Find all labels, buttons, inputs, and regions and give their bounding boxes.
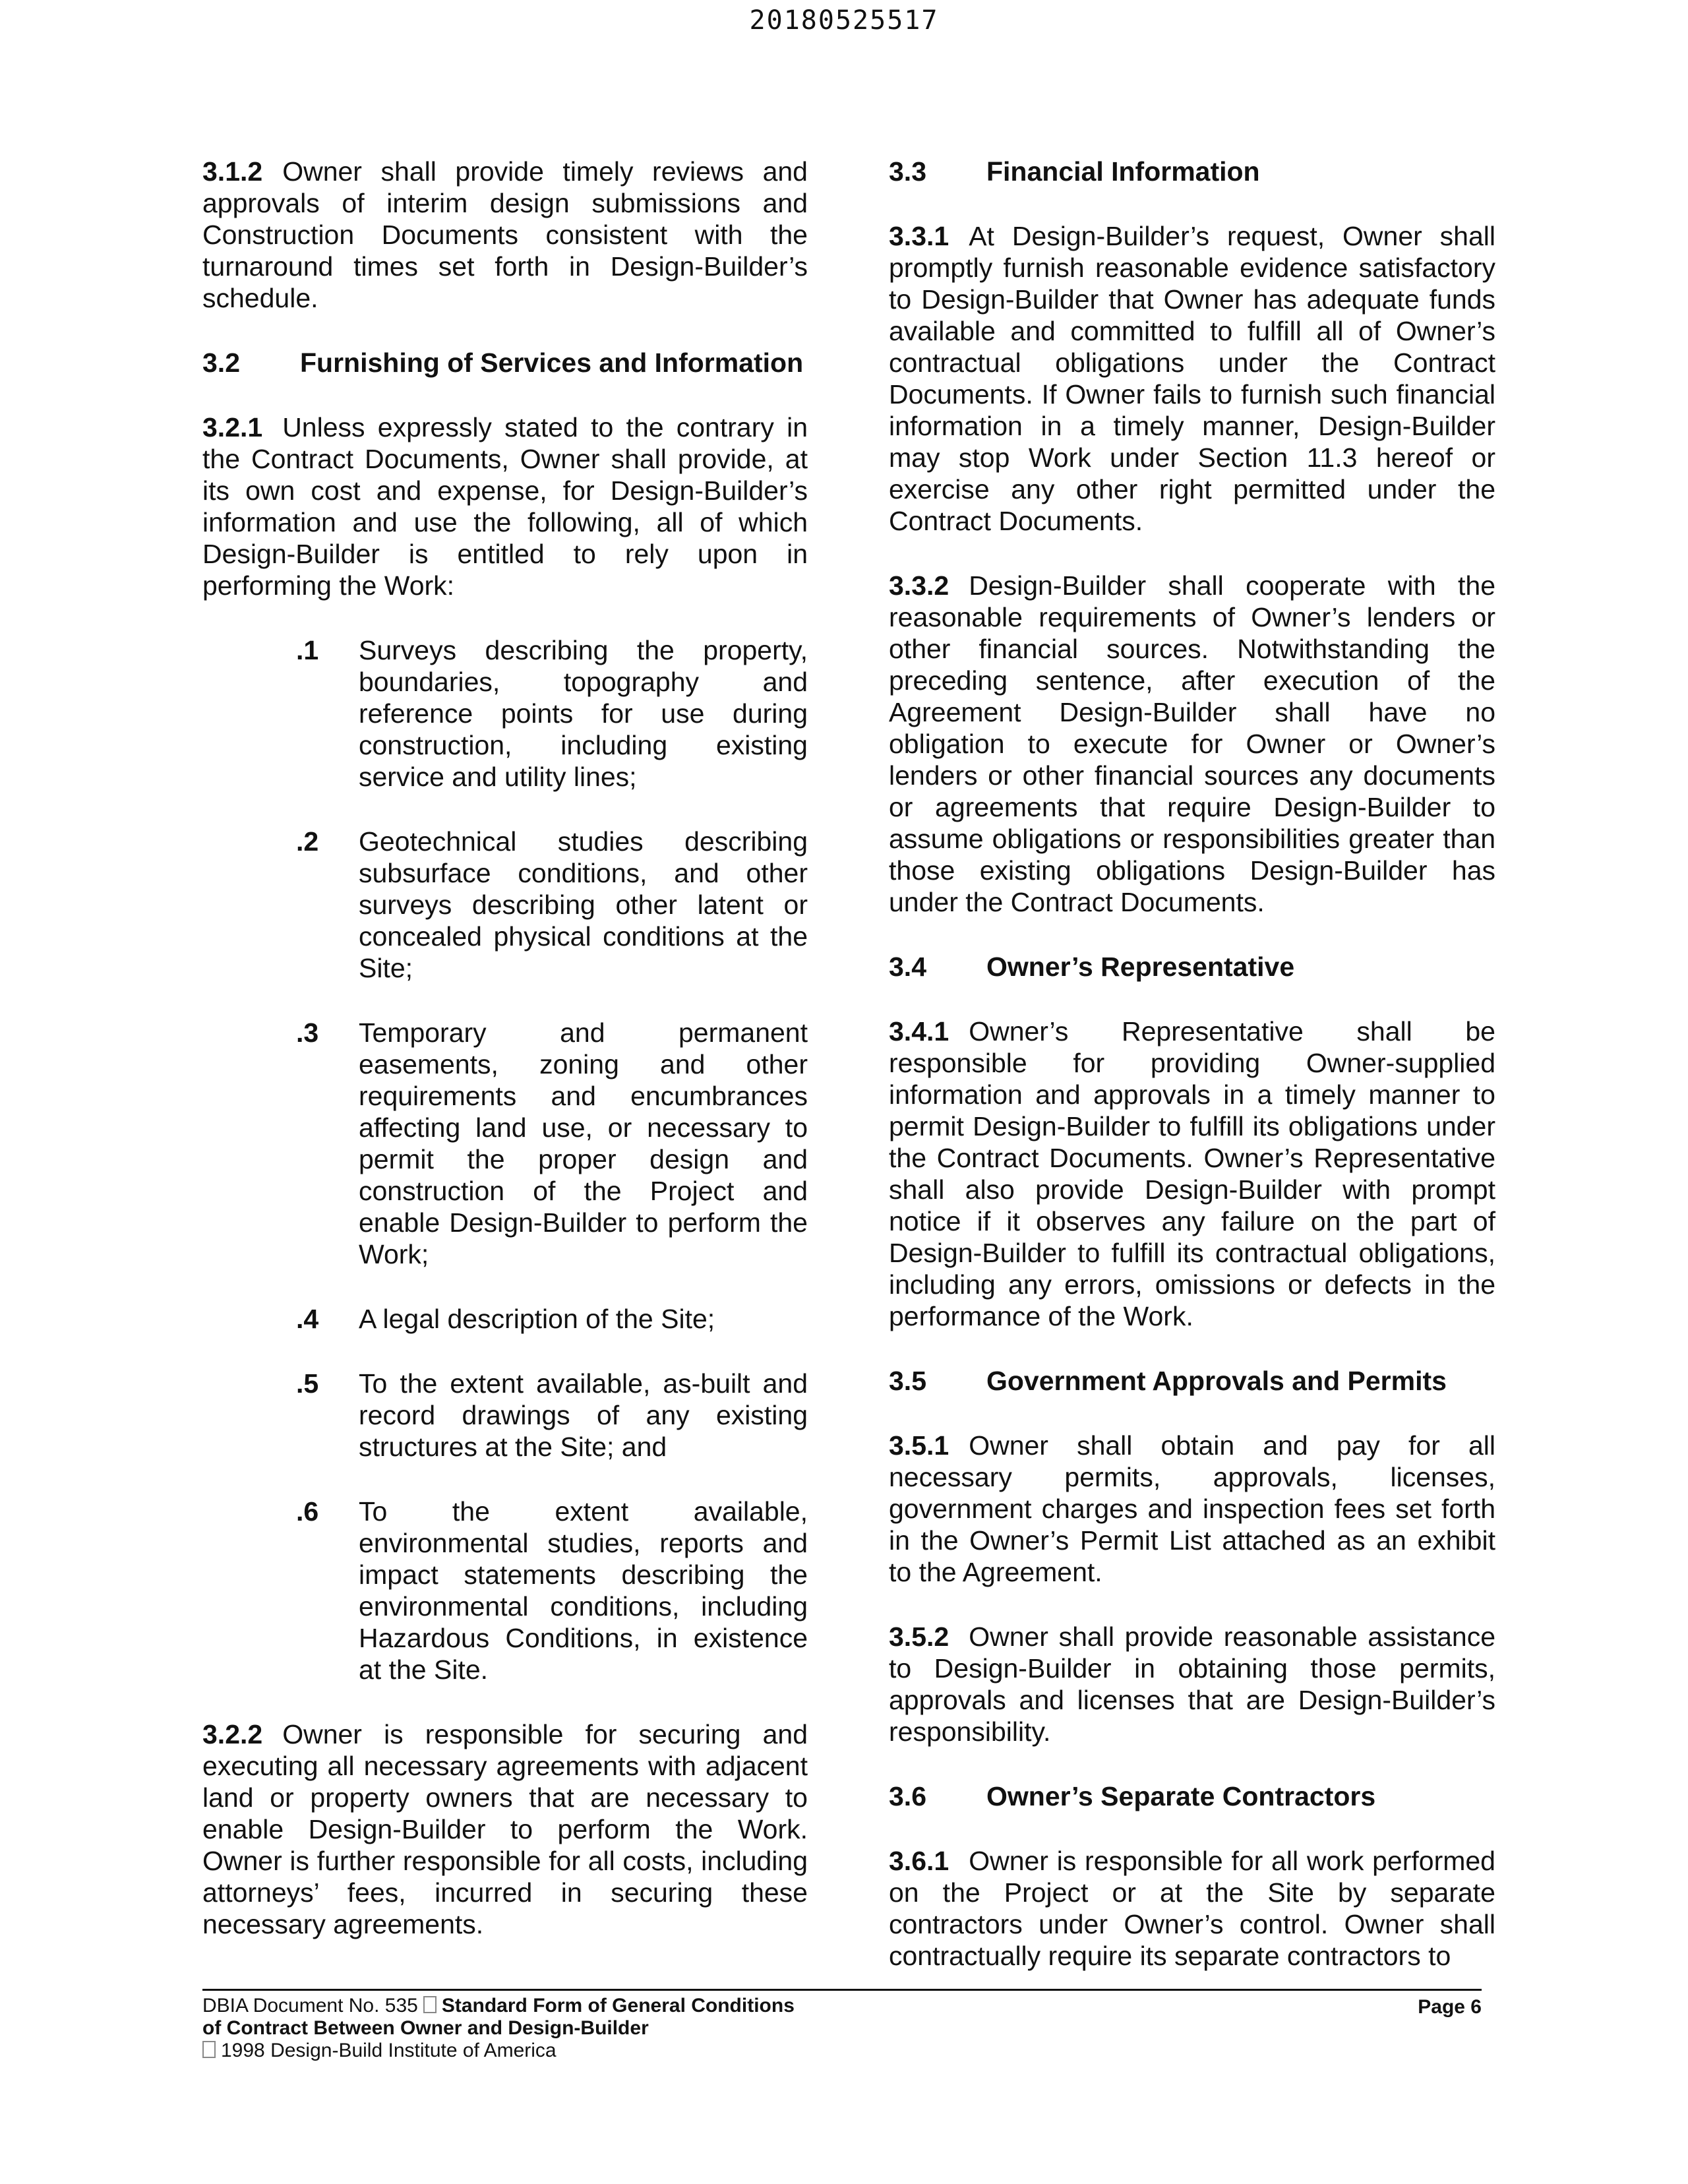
page-footer [202, 1989, 1482, 2062]
list-item: .6 To the extent available, environmental studies, reports and impact statements describing the environmental conditions, including Hazardous Conditions, in existence at the Site. [296, 1496, 808, 1685]
box-glyph-icon [423, 1996, 437, 2013]
footer-line-1: DBIA Document No. 535 Standard Form of General Conditions [202, 1995, 795, 2017]
copyright-box-icon [202, 2041, 216, 2058]
heading-3-4: 3.4 Owner’s Representative [889, 952, 1295, 982]
page-number: Page 6 [1418, 1996, 1482, 2018]
section-3-1-2: 3.1.2 Owner shall provide timely reviews and approvals of interim design submissions and Construction Documents consistent with the turnaround times set forth in Design-Builder’s schedule. [202, 156, 808, 313]
section-3-4-1: 3.4.1 Owner’s Representative shall be responsible for providing Owner-supplied information and approvals in a timely manner to permit Design-Builder to fulfill its obligations under the Contract Documents. Owner’s Representative shall also provide Design-Builder with prompt notice if it observes any failure on the part of Design-Builder to fulfill its contractual obligations, including any errors, omissions or defects in the performance of the Work. [889, 1016, 1495, 1331]
section-3-5-2: 3.5.2 Owner shall provide reasonable assistance to Design-Builder in obtaining those permits, approvals and licenses that are Design-Builder’s responsibility. [889, 1622, 1495, 1747]
section-3-3-1: 3.3.1 At Design-Builder’s request, Owner shall promptly furnish reasonable evidence satisfactory to Design-Builder that Owner has adequate funds available and committed to fulfill all of Owner’s contractual obligations under the Contract Documents. If Owner fails to furnish such financial information in a timely manner, Design-Builder may stop Work under Section 11.3 hereof or exercise any other right permitted under the Contract Documents. [889, 221, 1495, 536]
heading-3-5: 3.5 Government Approvals and Permits [889, 1366, 1447, 1396]
provided-items-list [202, 634, 808, 1685]
document-id: 20180525517 [749, 5, 939, 36]
list-item: .2 Geotechnical studies describing subsurface conditions, and other surveys describing other latent or concealed physical conditions at the Site; [296, 826, 808, 983]
section-3-5-1: 3.5.1 Owner shall obtain and pay for all necessary permits, approvals, licenses, government charges and inspection fees set forth in the Owner’s Permit List attached as an exhibit to the Agreement. [889, 1430, 1495, 1587]
right-column [889, 156, 1495, 2005]
list-item: .4 A legal description of the Site; [296, 1304, 715, 1334]
list-item: .5 To the extent available, as-built and record drawings of any existing structures at the Site; and [296, 1368, 808, 1462]
footer-line-2: of Contract Between Owner and Design-Builder [202, 2017, 649, 2039]
heading-3-6: 3.6 Owner’s Separate Contractors [889, 1781, 1376, 1811]
list-item: .1 Surveys describing the property, boundaries, topography and reference points for use during construction, including existing service and utility lines; [296, 635, 808, 792]
section-3-2-2: 3.2.2 Owner is responsible for securing and executing all necessary agreements with adjacent land or property owners that are necessary to enable Design-Builder to perform the Work. Owner is further responsible for all costs, including attorneys’ fees, incurred in securing these necessary agreements. [202, 1719, 808, 1939]
heading-3-3: 3.3 Financial Information [889, 156, 1260, 187]
list-item: .3 Temporary and permanent easements, zoning and other requirements and encumbrances affecting land use, or necessary to permit the proper design and construction of the Project and enable Design-Builder to perform the Work; [296, 1017, 808, 1269]
section-3-6-1: 3.6.1 Owner is responsible for all work performed on the Project or at the Site by separate contractors under Owner’s control. Owner shall contractually require its separate contractors to [889, 1846, 1495, 1971]
left-column [202, 156, 808, 1973]
section-3-3-2: 3.3.2 Design-Builder shall cooperate with the reasonable requirements of Owner’s lenders or other financial sources. Notwithstanding the preceding sentence, after execution of the Agreement Design-Builder shall have no obligation to execute for Owner or Owner’s lenders or other financial sources any documents or agreements that require Design-Builder to assume obligations or responsibilities greater than those existing obligations Design-Builder has under the Contract Documents. [889, 570, 1495, 917]
heading-3-2: 3.2 Furnishing of Services and Information [202, 348, 804, 378]
footer-line-3: 1998 Design-Build Institute of America [202, 2040, 1482, 2062]
section-3-2-1: 3.2.1 Unless expressly stated to the contrary in the Contract Documents, Owner shall provide, at its own cost and expense, for Design-Builder’s information and use the following, all of which Design-Builder is entitled to rely upon in performing the Work: [202, 412, 808, 601]
